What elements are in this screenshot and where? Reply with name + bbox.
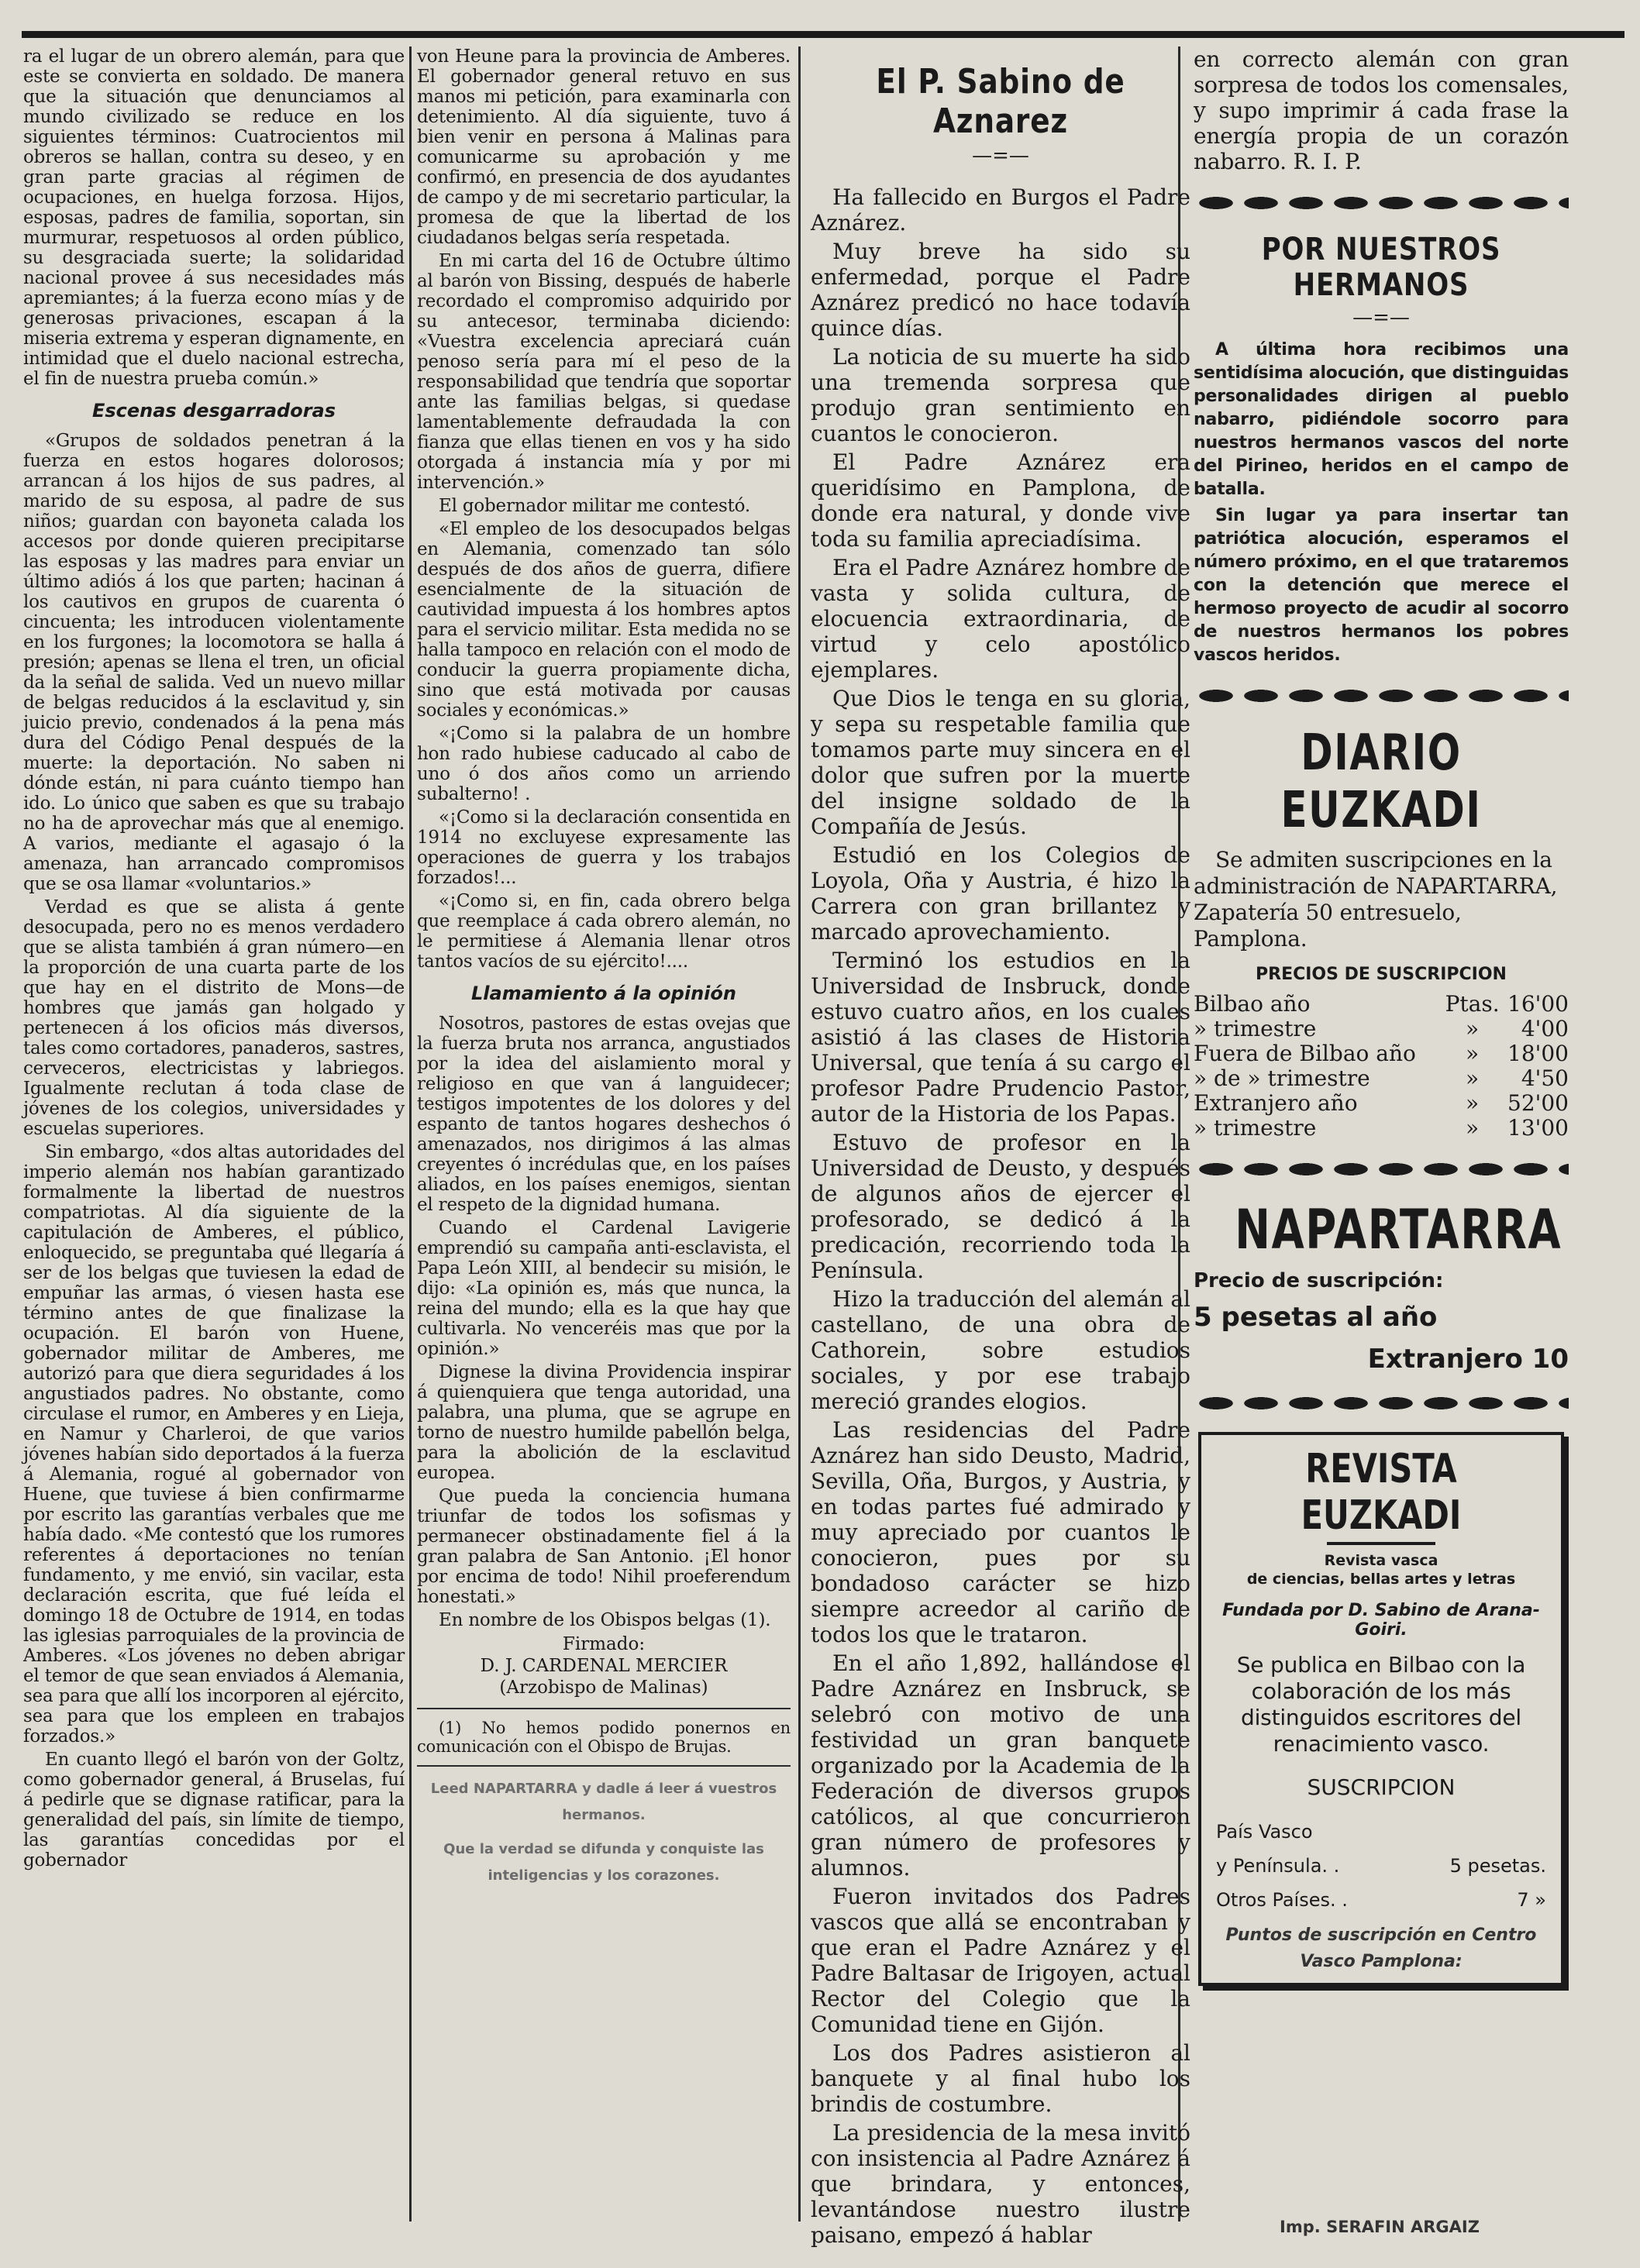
title-ornament: —=— [1352, 306, 1410, 329]
footnote-rule [417, 1708, 791, 1709]
price-table [1194, 992, 1569, 1141]
column-3 [811, 46, 1190, 2248]
price-cell-label: Fuera de Bilbao año [1194, 1041, 1416, 1066]
subscription-cell-label: y Península. . [1216, 1855, 1340, 1877]
price-cell-val: 52'00 [1507, 1090, 1569, 1116]
subscription-cell-label: País Vasco [1216, 1821, 1313, 1843]
paragraph: «El empleo de los desocupados belgas en Alemania, comenzado tan sólo después de dos años de guerra, difiere esencialmente de la situación de cautividad impuesta á los hombres aptos para el servicio militar. Esta medida no se halla tampoco en relación con el modo de conducir la guerra propiamente dicha, sino que está motivada por causas sociales y económicas.» [417, 519, 791, 721]
paragraph: En mi carta del 16 de Octubre último al barón von Bissing, después de haberle recordado el compromiso adquirido por su antecesor, terminaba diciendo: «Vuestra excelencia apreciará cuán penoso sería para mí el peso de la responsabilidad que tendría que soportar ante las familias belgas, si quedase lamentablemente defraudada la con fianza que ellas tienen en vos y ha sido otorgada á instancia mía y por mi intervención.» [417, 251, 791, 493]
top-rule [22, 31, 1624, 38]
ornament-divider [1194, 1161, 1569, 1178]
ad-text: Se admiten suscripciones en la administración de NAPARTARRA, Zapatería 50 entresuelo, Pamplona. [1194, 847, 1558, 952]
price-cell-val: 13'00 [1507, 1115, 1569, 1141]
price-row [1194, 1091, 1569, 1116]
paragraph: Que pueda la conciencia humana triunfar de todos los sofismas y permanecer obstinadamente fiel á la gran palabra de San Antonio. ¡El honor por encima de todo! Nihil proeferendum honestati.» [417, 1486, 791, 1607]
column-2 [417, 46, 791, 2214]
price-cell-val: 16'00 [1507, 991, 1569, 1017]
title-rule [1327, 1542, 1435, 1545]
revista-ad-box [1198, 1432, 1564, 1986]
ad-title: DIARIO EUZKADI [1280, 724, 1482, 839]
promo-line: Leed NAPARTARRA y dadle á leer á vuestros hermanos. [430, 1781, 777, 1823]
price-row [1194, 1116, 1569, 1141]
paragraph: Sin embargo, «dos altas autoridades del imperio alemán nos habían garantizado formalmente la libertad de nuestros compatriotas. Al día siguiente de la capitulación de Amberes, el público, enloquecido, se preguntaba qué llegaría á ser de los belgas que tuviesen la edad de empuñar las armas, ó viesen hasta ese término antes de que finalizase la ocupación. El barón von Huene, gobernador militar de Amberes, me autorizó para que diera seguridades á los angustiados padres. No obstante, como circulase el rumor, en Amberes y en Lieja, en Namur y Charleroi, de que varios jóvenes habían sido deportados á la fuerza á Alemania, rogué al gobernador von Huene, que tuviese á bien confirmarme por escrito las garantías verbales que me había dado. «Me contestó que los rumores referentes á deportaciones no tenían fundamento, y me envió, sin vacilar, esta declaración escrita, que fué leída el domingo 18 de Octubre de 1914, en todas las iglesias parroquiales de la provincia de Amberes. «Los jóvenes no deben abrigar el temor de que sean enviados á Alemania, sea para que allí los incorporen al ejército, sea para que los empleen en trabajos forzados.» [23, 1142, 405, 1747]
price-row [1194, 1041, 1569, 1066]
prices-heading: PRECIOS DE SUSCRIPCION [1256, 965, 1507, 984]
paragraph: «Grupos de soldados penetran á la fuerza en estos hogares dolorosos; arrancan á los hijos de sus padres, al marido de su esposa, al padre de sus niños; guardan con bayoneta calada los accesos por donde quieren precipitarse las esposas y las madres para enviar un último adiós á los que parten; hacinan á los cautivos en grupos de cuarenta ó cincuenta; les introducen violentamente en los furgones; la locomotora se halla á presión; apenas se llena el tren, un oficial da la señal de salida. Ved un nuevo millar de belgas reducidos á la esclavitud y, sin juicio previo, condenados á la pena más dura del Código Penal después de la muerte: la deportación. No saben ni dónde están, ni para cuánto tiempo han ido. Lo único que saben es que su trabajo no ha de aprovechar más que al enemigo. A varios, mediante el agasajo ó la amenaza, han arrancado compromisos que se osa llamar «voluntarios.» [23, 431, 405, 894]
ad-price-foreign: Extranjero 10 [1367, 1344, 1569, 1375]
paragraph: En cuanto llegó el barón von der Goltz, como gobernador general, á Bruselas, fuí á pedirle que se dignase ratificar, para la generalidad del país, sin límite de tiempo, las garantías concedidas por el gobernador [23, 1750, 405, 1870]
price-cell-mid: » [1466, 1041, 1480, 1066]
section-heading: Llamamiento á la opinión [471, 983, 736, 1004]
printer-imprint: Imp. SERAFIN ARGAIZ [1280, 2218, 1480, 2236]
price-cell-val: 18'00 [1507, 1041, 1569, 1066]
ad-subtitle: de ciencias, bellas artes y letras [1246, 1571, 1516, 1588]
paragraph: Cuando el Cardenal Lavigerie emprendió su campaña anti-esclavista, el Papa León XIII, al bendecir su misión, le dijo: «La opinión es, más que nunca, la reina del mundo; ella es la que hay que cultivarla. No venceréis mas que por la opinión.» [417, 1218, 791, 1359]
subscription-cell-val: 7 » [1517, 1889, 1546, 1911]
paragraph: Que Dios le tenga en su gloria, y sepa su respetable familia que tomamos parte muy sincera en el dolor que sufren por la muerte del insigne soldado de la Compañía de Jesús. [811, 686, 1190, 839]
paragraph: Los dos Padres asistieron al banquete y al final hubo los brindis de costumbre. [811, 2040, 1190, 2117]
column-divider [798, 46, 801, 2222]
ad-title: NAPARTARRA [1235, 1198, 1562, 1261]
paragraph: La presidencia de la mesa invitó con insistencia al Padre Aznárez á que brindara, y entonces, levantándose nuestro ilustre paisano, empezó á hablar [811, 2120, 1190, 2248]
price-cell-mid: » [1466, 1115, 1480, 1141]
price-cell-label: » de » trimestre [1194, 1065, 1370, 1091]
paragraph: En nombre de los Obispos belgas (1). [439, 1610, 771, 1630]
paragraph: «¡Como si la palabra de un hombre hon rado hubiese caducado al cabo de uno ó dos años como un arriendo subalterno! . [417, 724, 791, 804]
paragraph: Fueron invitados dos Padres vascos que allá se encontraban y que eran el Padre Aznárez y el Padre Baltasar de Irigoyen, actual Rector del Colegio que la Comunidad tiene en Gijón. [811, 1884, 1190, 2037]
paragraph: Muy breve ha sido su enfermedad, porque el Padre Aznárez predicó no hace todavía quince días. [811, 239, 1190, 341]
paragraph: Ha fallecido en Burgos el Padre Aznárez. [811, 184, 1190, 236]
paragraph: en correcto alemán con gran sorpresa de todos los comensales, y supo imprimir á cada frase la energía propia de un corazón nabarro. R. I. P. [1194, 46, 1569, 174]
paragraph: Las residencias del Padre Aznárez han sido Deusto, Madrid, Sevilla, Oña, Burgos, y Austria, y en todas partes fué admirado y muy apreciado por cuantos le conocieron, pues por su bondadoso carácter se hizo siempre acreedor al cariño de todos los que le trataron. [811, 1417, 1190, 1647]
paragraph: Verdad es que se alista á gente desocupada, pero no es menos verdadero que se alista también á gran número—en la proporción de una cuarta parte de los que hay en el distrito de Mons—de hombres que jamás gan holgado y pertenecen á los oficios más diversos, tales como cortadores, panaderos, sastres, cerveceros, electricistas y labriegos. Igualmente reclutan á toda clase de jóvenes de los colegios, universidades y escuelas superiores. [23, 897, 405, 1139]
subscription-row [1215, 1884, 1547, 1916]
price-row [1194, 1017, 1569, 1041]
price-cell-label: Bilbao año [1194, 991, 1311, 1017]
subscription-heading: SUSCRIPCION [1307, 1774, 1456, 1800]
paragraph: Estudió en los Colegios de Loyola, Oña y Austria, é hizo la Carrera con gran brillantez y marcado aprovechamiento. [811, 842, 1190, 945]
paragraph: Nosotros, pastores de estas ovejas que la fuerza bruta nos arranca, angustiados por la idea del aislamiento moral y religioso en que van á languidecer; testigos impotentes de los dolores y del espanto de tantos hogares deshechos ó amenazados, nos dirigimos á las almas creyentes ó incrédulas que, en los países aliados, en los países enemigos, sientan el respeto de la dignidad humana. [417, 1014, 791, 1215]
ornament-divider [1194, 194, 1569, 212]
subscription-cell-val [1407, 1815, 1547, 1848]
signatory-name: D. J. CARDENAL MERCIER [480, 1656, 728, 1676]
paragraph: «¡Como si la declaración consentida en 1914 no excluyese expresamente las operaciones de guerra y los trabajos forzados!... [417, 807, 791, 888]
signatory-title: (Arzobispo de Malinas) [499, 1678, 708, 1698]
paragraph: ra el lugar de un obrero alemán, para que este se convierta en soldado. De manera que la situación que denunciamos al mundo civilizado se reduce en los siguientes términos: Cuatrocientos mil obreros se hallan, contra su deseo, y en gran parte gracias al régimen de ocupaciones, en huelga forzosa. Hijos, esposas, padres de familia, soportan, sin murmurar, respetuosos al orden público, su desgraciada suerte; la solidaridad nacional provee á sus necesidades más apremiantes; á la fuerza econo mías y de generosas privaciones, escapan á la miseria extrema y esperan dignamente, en intimidad que el duelo nacional estrecha, el fin de nuestra prueba común.» [23, 46, 405, 389]
column-divider [409, 46, 412, 2222]
price-cell-label: » trimestre [1194, 1115, 1317, 1141]
notice-block [1194, 339, 1569, 667]
price-cell-label: Extranjero año [1194, 1090, 1358, 1116]
paragraph: La noticia de su muerte ha sido una tremenda sorpresa que produjo gran sentimiento en cuantos le conocieron. [811, 344, 1190, 446]
price-cell-val: 4'50 [1521, 1065, 1569, 1091]
price-cell-mid: » [1466, 1016, 1480, 1041]
ad-founder: Fundada por D. Sabino de Arana-Goiri. [1222, 1601, 1540, 1640]
ad-price: 5 pesetas al año [1194, 1302, 1438, 1333]
title-ornament: —=— [972, 144, 1029, 167]
subscription-cell-label: Otros Países. . [1216, 1889, 1348, 1911]
price-cell-label: » trimestre [1194, 1016, 1317, 1041]
ad-title: REVISTA EUZKADI [1301, 1446, 1462, 1539]
price-row [1194, 992, 1569, 1017]
ornament-divider [1194, 1395, 1569, 1412]
paragraph: El Padre Aznárez era queridísimo en Pamplona, de donde era natural, y donde vive toda su familia apreciadísima. [811, 449, 1190, 552]
subscription-table [1214, 1814, 1549, 1918]
ad-footer: Puntos de suscripción en Centro Vasco Pamplona: [1225, 1926, 1537, 1971]
column-4 [1194, 46, 1569, 2214]
price-cell-mid: » [1466, 1090, 1480, 1116]
divider [417, 1765, 791, 1767]
paragraph: von Heune para la provincia de Amberes. El gobernador general retuvo en sus manos mi petición, para examinarla con detenimiento. Al día siguiente, tuvo á bien venir en persona á Malinas para comunicarme su aprobación y me confirmó, en presencia de dos ayudantes de campo y de mi secretario particular, la promesa de que la libertad de los ciudadanos belgas sería respetada. [417, 46, 791, 248]
paragraph: Estuvo de profesor en la Universidad de Deusto, y después de algunos años de ejercer el profesorado, se dedicó á la predicación, recorriendo toda la Península. [811, 1130, 1190, 1283]
paragraph: «¡Como si, en fin, cada obrero belga que reemplace á cada obrero alemán, no le permitiese á Alemania llenar otros tantos vacíos de su ejército!.... [417, 891, 791, 972]
price-row [1194, 1066, 1569, 1091]
price-cell-val: 4'00 [1521, 1016, 1569, 1041]
paragraph: El gobernador militar me contestó. [439, 496, 751, 516]
paragraph: En el año 1,892, hallándose el Padre Aznárez en Insbruck, se selebró con motivo de una festividad un gran banquete organizado por la Academia de la Federación de diversos grupos católicos, al que concurrieron gran número de profesores y alumnos. [811, 1650, 1190, 1881]
price-cell-mid: » [1466, 1065, 1480, 1091]
promo-line: Que la verdad se difunda y conquiste las inteligencias y los corazones. [443, 1841, 764, 1884]
ad-text: Se publica en Bilbao con la colaboración de los más distinguidos escritores del renacimiento vasco. [1236, 1652, 1526, 1757]
paragraph: Dignese la divina Providencia inspirar á quienquiera que tenga autoridad, una palabra, una pluma, que se agrupe en torno de nuestro humilde pabellón belga, para la abolición de la esclavitud europea. [417, 1362, 791, 1483]
subscription-cell-val: 5 pesetas. [1449, 1855, 1546, 1877]
ornament-divider [1194, 687, 1569, 704]
price-cell-mid: Ptas. [1445, 991, 1500, 1017]
paragraph: Hizo la traducción del alemán al castellano, de una obra de Cathorein, sobre estudios sociales, y por ese trabajo mereció grandes elogios. [811, 1286, 1190, 1414]
subscription-row [1215, 1850, 1547, 1882]
ad-subtitle: Revista vasca [1324, 1552, 1438, 1569]
subscription-row [1215, 1815, 1547, 1848]
article-title: El P. Sabino de Aznarez [876, 62, 1125, 141]
signature-label: Firmado: [562, 1634, 646, 1654]
section-title: POR NUESTROS HERMANOS [1261, 232, 1501, 303]
paragraph: Era el Padre Aznárez hombre de vasta y solida cultura, de elocuencia extraordinaria, de virtud y celo apostólico ejemplares. [811, 555, 1190, 683]
column-1 [23, 46, 405, 2214]
section-heading: Escenas desgarradoras [91, 400, 336, 422]
paragraph: Sin lugar ya para insertar tan patriótica alocución, esperamos el número próximo, en el que trataremos con la detención que merece el hermoso proyecto de acudir al socorro de nuestros hermanos los pobres vascos heridos. [1194, 506, 1569, 665]
footnote: (1) No hemos podido ponernos en comunicación con el Obispo de Brujas. [417, 1719, 791, 1756]
ad-subtitle: Precio de suscripción: [1194, 1269, 1444, 1292]
paragraph: A última hora recibimos una sentidísima alocución, que distinguidas personalidades dirigen al pueblo nabarro, pidiéndole socorro para nuestros hermanos vascos del norte del Pirineo, heridos en el campo de batalla. [1194, 340, 1569, 499]
paragraph: Terminó los estudios en la Universidad de Insbruck, donde estuvo cuatro años, en los cuales asistió á las clases de Historia Universal, que tenía á su cargo el profesor Padre Prudencio Pastor, autor de la Historia de los Papas. [811, 948, 1190, 1127]
